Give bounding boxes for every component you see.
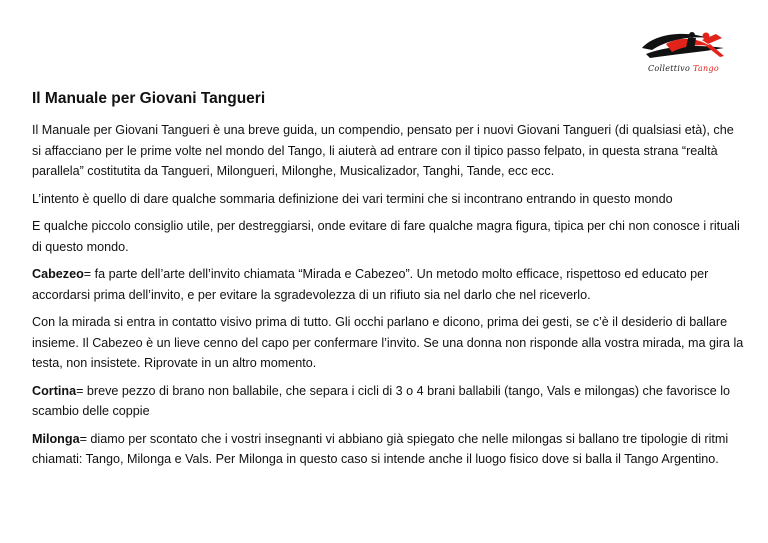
collettivo-tango-logo: [636, 26, 740, 84]
cabezeo-definition: = fa parte dell’arte dell’invito chiamata “Mirada e Cabezeo”. Un metodo molto efficace, rispettoso ed educato per accordarsi prima dell’invito, e per evitare la sgradevolezza di un rifiuto sia nel darlo che nel riceverlo.: [32, 267, 709, 302]
logo-wordmark: Collettivo Tango: [648, 64, 720, 73]
intent-paragraph: L’intento è quello di dare qualche sommaria definizione dei vari termini che si incontrano entrando in questo mondo: [32, 191, 673, 206]
cortina-term: Cortina: [32, 383, 77, 398]
advice-paragraph: E qualche piccolo consiglio utile, per destreggiarsi, onde evitare di fare qualche magra figura, tipica per chi non conosce i rituali di questo mondo.: [32, 219, 740, 254]
cortina-definition: = breve pezzo di brano non ballabile, che separa i cicli di 3 o 4 brani ballabili (tango, Vals e milongas) che favorisce lo scambio delle coppie: [32, 383, 731, 418]
milonga-definition: = diamo per scontato che i vostri insegnanti vi abbiano già spiegato che nelle milongas si ballano tre tipologie di ritmi chiamati: Tango, Milonga e Vals. Per Milonga in questo caso si intende anche il luogo fisico dove si balla il Tango Argentino.: [32, 431, 729, 466]
mirada-paragraph: Con la mirada si entra in contatto visivo prima di tutto. Gli occhi parlano e dicono, prima dei gesti, se c’è il desiderio di ballare insieme. Il Cabezeo è un lieve cenno del capo per confermare l’invito. Se una donna non risponde alla vostra mirada, ma gira la testa, non insistete. Riprovate in un altro momento.: [32, 315, 744, 370]
document-body: [32, 88, 744, 470]
cabezeo-term: Cabezeo: [32, 267, 84, 281]
intro-paragraph: Il Manuale per Giovani Tangueri è una breve guida, un compendio, pensato per i nuovi Giovani Tangueri (di qualsiasi età), che si affacciano per le prime volte nel mondo del Tango, li aiuterà ad entrare con il tipico passo felpato, in questa strana “realtà parallela” costitutita da Tangueri, Milongueri, Milonghe, Musicalizador, Tanghi, Tande, ecc ecc.: [32, 123, 734, 178]
cabezeo-paragraph: [32, 264, 744, 305]
dancers-logo-graphic: [636, 26, 740, 66]
milonga-paragraph: [32, 429, 744, 470]
milonga-term: Milonga: [32, 431, 80, 446]
document-title: Il Manuale per Giovani Tangueri: [32, 90, 266, 107]
cortina-paragraph: [32, 381, 744, 422]
